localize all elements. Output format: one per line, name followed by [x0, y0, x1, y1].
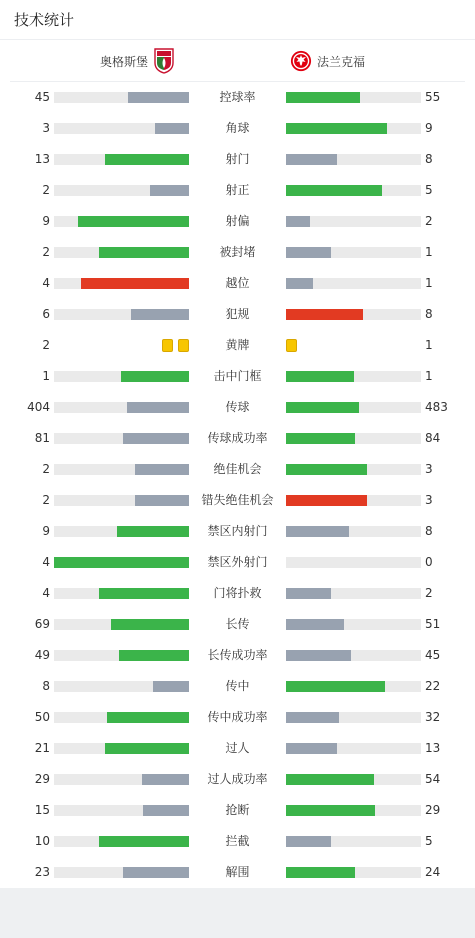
home-stat-bar-fill [155, 123, 189, 134]
stat-label: 犯规 [225, 307, 250, 321]
away-yellow-cards [286, 339, 297, 352]
home-stat-bar-fill [117, 526, 189, 537]
away-stat-bar-fill [286, 836, 331, 847]
stat-label: 门将扑救 [213, 586, 262, 600]
stat-label: 传球 [225, 400, 250, 414]
away-stat-value: 3 [425, 462, 433, 476]
home-stat-bar-fill [135, 464, 189, 475]
home-stat-bar-fill [142, 774, 189, 785]
away-stat-bar-fill [286, 712, 339, 723]
stat-label: 传球成功率 [207, 431, 268, 445]
home-stat-bar [54, 867, 189, 878]
home-team-name: 奥格斯堡 [99, 54, 148, 69]
away-stat-value: 9 [425, 121, 433, 135]
away-stat-value: 2 [425, 586, 433, 600]
home-stat-bar-fill [99, 836, 189, 847]
home-stat-value: 29 [34, 772, 50, 786]
home-stat-value: 9 [42, 214, 50, 228]
stat-row [0, 330, 475, 361]
away-stat-bar [286, 743, 421, 754]
home-stat-value: 69 [34, 617, 50, 631]
home-stat-value: 4 [42, 586, 50, 600]
away-stat-bar [286, 619, 421, 630]
home-stat-bar-fill [143, 805, 189, 816]
home-team[interactable] [95, 40, 175, 82]
stat-label: 角球 [225, 121, 250, 135]
stat-row [0, 175, 475, 206]
away-stat-bar [286, 836, 421, 847]
stat-row [0, 764, 475, 795]
stat-row [0, 826, 475, 857]
home-stat-bar [54, 526, 189, 537]
page-title: 技术统计 [14, 11, 75, 29]
away-stat-bar [286, 464, 421, 475]
home-stat-bar-fill [99, 247, 189, 258]
away-stat-value: 29 [425, 803, 441, 817]
stat-label: 长传成功率 [207, 648, 268, 662]
away-stat-bar-fill [286, 495, 367, 506]
away-stat-value: 8 [425, 307, 433, 321]
away-stat-bar [286, 123, 421, 134]
away-stat-value: 55 [425, 90, 441, 104]
away-stat-bar-fill [286, 309, 363, 320]
away-stat-value: 3 [425, 493, 433, 507]
away-stat-bar-fill [286, 123, 387, 134]
stat-label: 控球率 [219, 90, 256, 104]
home-stat-bar-fill [128, 92, 189, 103]
stat-row [0, 144, 475, 175]
stat-row [0, 361, 475, 392]
home-stat-bar-fill [78, 216, 189, 227]
home-stat-bar [54, 433, 189, 444]
home-stat-bar [54, 154, 189, 165]
home-stat-bar [54, 185, 189, 196]
stat-row [0, 454, 475, 485]
home-stat-bar-fill [105, 743, 189, 754]
away-stat-bar-fill [286, 619, 344, 630]
away-stat-value: 24 [425, 865, 441, 879]
away-stat-bar-fill [286, 805, 375, 816]
away-team[interactable] [290, 40, 370, 82]
stat-label: 长传 [225, 617, 250, 631]
home-stat-value: 9 [42, 524, 50, 538]
away-stat-value: 5 [425, 183, 433, 197]
home-stat-value: 404 [27, 400, 50, 414]
home-stat-value: 2 [42, 245, 50, 259]
home-stat-bar-fill [111, 619, 189, 630]
home-stat-value: 6 [42, 307, 50, 321]
away-stat-bar-fill [286, 216, 310, 227]
away-stat-bar [286, 495, 421, 506]
home-yellow-cards [162, 339, 189, 352]
home-stat-value: 2 [42, 493, 50, 507]
home-stat-bar [54, 681, 189, 692]
home-stat-bar [54, 92, 189, 103]
home-stat-bar [54, 619, 189, 630]
home-stat-bar-fill [150, 185, 189, 196]
away-stat-bar-fill [286, 92, 360, 103]
home-stat-bar [54, 743, 189, 754]
stat-row [0, 795, 475, 826]
home-stat-bar-fill [99, 588, 189, 599]
frankfurt-eagle-icon [290, 48, 312, 74]
away-stat-bar-fill [286, 464, 367, 475]
away-stat-bar [286, 588, 421, 599]
stat-label: 越位 [225, 276, 250, 290]
away-stat-bar [286, 402, 421, 413]
home-stat-bar [54, 774, 189, 785]
stat-row [0, 516, 475, 547]
stat-row [0, 423, 475, 454]
home-stat-value: 45 [34, 90, 50, 104]
away-stat-value: 0 [425, 555, 433, 569]
home-stat-bar-fill [123, 867, 189, 878]
home-stat-bar-fill [131, 309, 189, 320]
stat-row [0, 392, 475, 423]
home-stat-value: 3 [42, 121, 50, 135]
home-stat-value: 50 [34, 710, 50, 724]
away-stat-bar [286, 92, 421, 103]
home-stat-value: 4 [42, 276, 50, 290]
home-stat-value: 8 [42, 679, 50, 693]
away-stat-bar [286, 650, 421, 661]
home-stat-value: 15 [34, 803, 50, 817]
away-stat-value: 1 [425, 276, 433, 290]
away-stat-value: 1 [425, 369, 433, 383]
home-stat-bar [54, 557, 189, 568]
away-stat-bar-fill [286, 247, 331, 258]
away-stat-value: 84 [425, 431, 441, 445]
stat-label: 黄牌 [225, 338, 250, 352]
home-stat-bar [54, 247, 189, 258]
home-stat-value: 2 [42, 462, 50, 476]
stat-label: 传中成功率 [207, 710, 268, 724]
stat-label: 拦截 [225, 834, 250, 848]
stat-row [0, 857, 475, 888]
away-stat-value: 5 [425, 834, 433, 848]
stat-row [0, 640, 475, 671]
home-stat-bar [54, 402, 189, 413]
stat-label: 过人成功率 [207, 772, 268, 786]
stat-row [0, 82, 475, 113]
stat-label: 过人 [225, 741, 250, 755]
home-stat-value: 49 [34, 648, 50, 662]
stat-label: 射偏 [225, 214, 250, 228]
home-stat-value: 1 [42, 369, 50, 383]
stat-row [0, 237, 475, 268]
yellow-card-icon [178, 339, 189, 352]
yellow-card-icon [286, 339, 297, 352]
stat-row [0, 733, 475, 764]
stat-label: 击中门框 [213, 369, 262, 383]
home-stat-value: 2 [42, 183, 50, 197]
away-stat-value: 2 [425, 214, 433, 228]
stat-label: 被封堵 [219, 245, 256, 259]
home-stat-value: 21 [34, 741, 50, 755]
home-stat-value: 23 [34, 865, 50, 879]
away-stat-bar-fill [286, 774, 374, 785]
home-stat-bar [54, 588, 189, 599]
away-stat-bar [286, 433, 421, 444]
stat-row [0, 268, 475, 299]
teams-header [10, 40, 465, 82]
away-stat-bar-fill [286, 650, 351, 661]
stat-row [0, 578, 475, 609]
away-stat-value: 1 [425, 338, 433, 352]
stats-list [0, 82, 475, 888]
stat-label: 解围 [225, 865, 250, 879]
away-stat-bar [286, 867, 421, 878]
home-stat-bar-fill [81, 278, 189, 289]
home-stat-value: 13 [34, 152, 50, 166]
away-stat-value: 8 [425, 152, 433, 166]
away-stat-bar-fill [286, 867, 355, 878]
home-stat-bar-fill [54, 557, 189, 568]
header [0, 0, 475, 40]
stat-row [0, 547, 475, 578]
away-stat-bar [286, 247, 421, 258]
away-stat-bar-fill [286, 681, 385, 692]
stat-row [0, 671, 475, 702]
away-stat-bar-fill [286, 185, 382, 196]
stat-label: 传中 [225, 679, 250, 693]
home-stat-bar-fill [127, 402, 189, 413]
away-stat-bar [286, 805, 421, 816]
stat-label: 抢断 [225, 803, 250, 817]
stat-label: 绝佳机会 [213, 462, 262, 476]
home-stat-bar-fill [135, 495, 189, 506]
away-stat-value: 45 [425, 648, 441, 662]
away-stat-bar [286, 526, 421, 537]
away-stat-bar-fill [286, 278, 313, 289]
stat-row [0, 702, 475, 733]
away-stat-bar [286, 712, 421, 723]
home-stat-value: 10 [34, 834, 50, 848]
home-stat-bar [54, 805, 189, 816]
home-stat-bar-fill [123, 433, 189, 444]
home-stat-bar-fill [119, 650, 189, 661]
home-stat-bar-fill [107, 712, 189, 723]
away-stat-bar [286, 309, 421, 320]
home-stat-bar [54, 216, 189, 227]
home-stat-value: 81 [34, 431, 50, 445]
home-stat-bar [54, 371, 189, 382]
home-stat-value: 2 [42, 338, 50, 352]
away-stat-value: 1 [425, 245, 433, 259]
away-stat-value: 32 [425, 710, 441, 724]
stat-row [0, 113, 475, 144]
away-stat-value: 54 [425, 772, 441, 786]
away-stat-value: 13 [425, 741, 441, 755]
away-stat-bar-fill [286, 402, 359, 413]
home-stat-value: 4 [42, 555, 50, 569]
home-stat-bar [54, 309, 189, 320]
augsburg-crest-icon [153, 48, 175, 74]
away-stat-bar [286, 557, 421, 568]
stat-row [0, 206, 475, 237]
home-stat-bar [54, 123, 189, 134]
away-stat-bar [286, 681, 421, 692]
stat-label: 禁区内射门 [207, 524, 268, 538]
stat-row [0, 609, 475, 640]
stat-row [0, 299, 475, 330]
away-stat-bar-fill [286, 154, 337, 165]
stat-row [0, 485, 475, 516]
away-stat-bar [286, 278, 421, 289]
away-stat-bar [286, 216, 421, 227]
away-stat-value: 22 [425, 679, 441, 693]
stat-label: 禁区外射门 [207, 555, 268, 569]
away-stat-bar [286, 185, 421, 196]
away-stat-value: 8 [425, 524, 433, 538]
away-stat-bar-fill [286, 588, 331, 599]
away-stat-bar-fill [286, 743, 337, 754]
home-stat-bar [54, 712, 189, 723]
home-stat-bar-fill [105, 154, 189, 165]
away-stat-bar [286, 154, 421, 165]
home-stat-bar-fill [153, 681, 189, 692]
away-stat-bar-fill [286, 433, 355, 444]
home-stat-bar-fill [121, 371, 189, 382]
home-stat-bar [54, 278, 189, 289]
away-stat-value: 51 [425, 617, 441, 631]
away-stat-value: 483 [425, 400, 448, 414]
away-stat-bar [286, 774, 421, 785]
stat-label: 射正 [225, 183, 250, 197]
stat-label: 错失绝佳机会 [201, 493, 274, 507]
home-stat-bar [54, 836, 189, 847]
home-stat-bar [54, 650, 189, 661]
away-team-name: 法兰克福 [317, 54, 366, 69]
stat-label: 射门 [225, 152, 250, 166]
home-stat-bar [54, 495, 189, 506]
away-stat-bar-fill [286, 526, 349, 537]
away-stat-bar-fill [286, 371, 354, 382]
away-stat-bar [286, 371, 421, 382]
home-stat-bar [54, 464, 189, 475]
yellow-card-icon [162, 339, 173, 352]
